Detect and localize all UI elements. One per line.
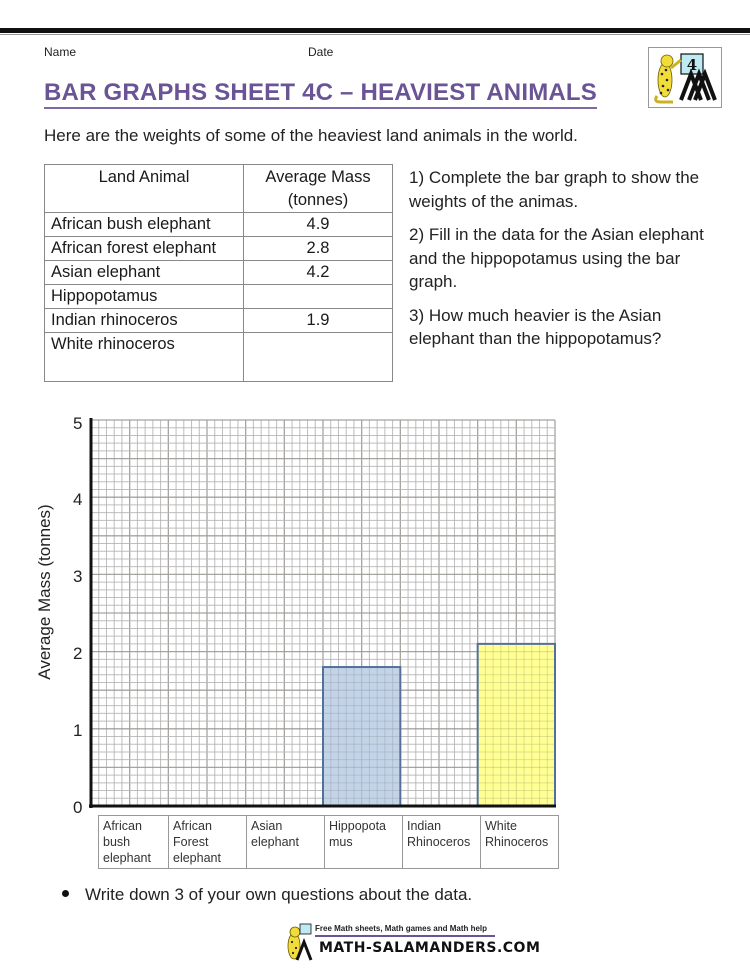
date-label: Date [308,45,334,59]
mass-cell-blank[interactable] [244,333,393,382]
question-2: 2) Fill in the data for the Asian elephant and the hippopotamus using the bar graph. [409,225,704,291]
category-label-0: African bush elephant [99,816,169,869]
name-label: Name [44,45,77,59]
category-row [99,816,559,869]
y-tick-5: 5 [73,414,83,433]
salamander-logo [648,47,722,108]
animal-cell: Asian elephant [45,261,244,285]
animal-cell: Indian rhinoceros [45,309,244,333]
y-axis-title: Average Mass (tonnes) [35,504,54,680]
mass-cell: 2.8 [244,237,393,261]
table-row [45,309,393,333]
data-table [44,164,393,382]
top-rule [0,28,750,33]
footer-logo[interactable] [283,922,541,964]
category-label-3: Hippopota mus [325,816,403,869]
mass-cell: 4.2 [244,261,393,285]
question-3: 3) How much heavier is the Asian elephant than the hippopotamus? [409,305,662,348]
bar-white-rhinoceros [478,644,555,806]
mass-cell: 1.9 [244,309,393,333]
category-label-5: White Rhinoceros [481,816,559,869]
bullet-item [62,885,472,905]
table-row [45,237,393,261]
question-1: 1) Complete the bar graph to show the weights of the animas. [409,168,700,211]
y-tick-1: 1 [73,721,83,740]
column-header-animal: Land Animal [45,165,244,213]
y-tick-2: 2 [73,644,83,663]
category-label-4: Indian Rhinoceros [403,816,481,869]
y-tick-0: 0 [73,798,83,817]
y-tick-4: 4 [73,490,83,509]
logo-number: 4 [686,56,698,74]
category-label-1: African Forest elephant [169,816,247,869]
footer-tagline: Free Math sheets, Math games and Math help [315,924,488,933]
table-row [45,333,393,382]
page-title: BAR GRAPHS SHEET 4C – HEAVIEST ANIMALS [44,80,597,109]
table-row [45,285,393,309]
salamander-easel-icon [649,48,721,107]
table-row [45,213,393,237]
animal-cell: Hippopotamus [45,285,244,309]
intro-text: Here are the weights of some of the heaviest land animals in the world. [44,126,578,145]
salamander-footer-icon [283,922,313,962]
bullet-text: Write down 3 of your own questions about the data. [85,885,473,904]
column-header-mass: Average Mass (tonnes) [244,165,393,213]
y-tick-3: 3 [73,567,83,586]
mass-cell: 4.9 [244,213,393,237]
bullet-dot-icon [62,890,69,897]
category-label-2: Asian elephant [247,816,325,869]
animal-cell: White rhinoceros [45,333,244,382]
mass-cell-blank[interactable] [244,285,393,309]
bar-hippopotamus [323,667,400,806]
questions-list [409,166,729,361]
footer-rule [315,935,495,937]
footer-brand: MATH-SALAMANDERS.COM [319,940,541,956]
table-header-row [45,165,393,213]
animal-cell: African bush elephant [45,213,244,237]
category-labels [98,815,559,869]
table-row [45,261,393,285]
top-rule-thin [0,34,750,35]
animal-cell: African forest elephant [45,237,244,261]
